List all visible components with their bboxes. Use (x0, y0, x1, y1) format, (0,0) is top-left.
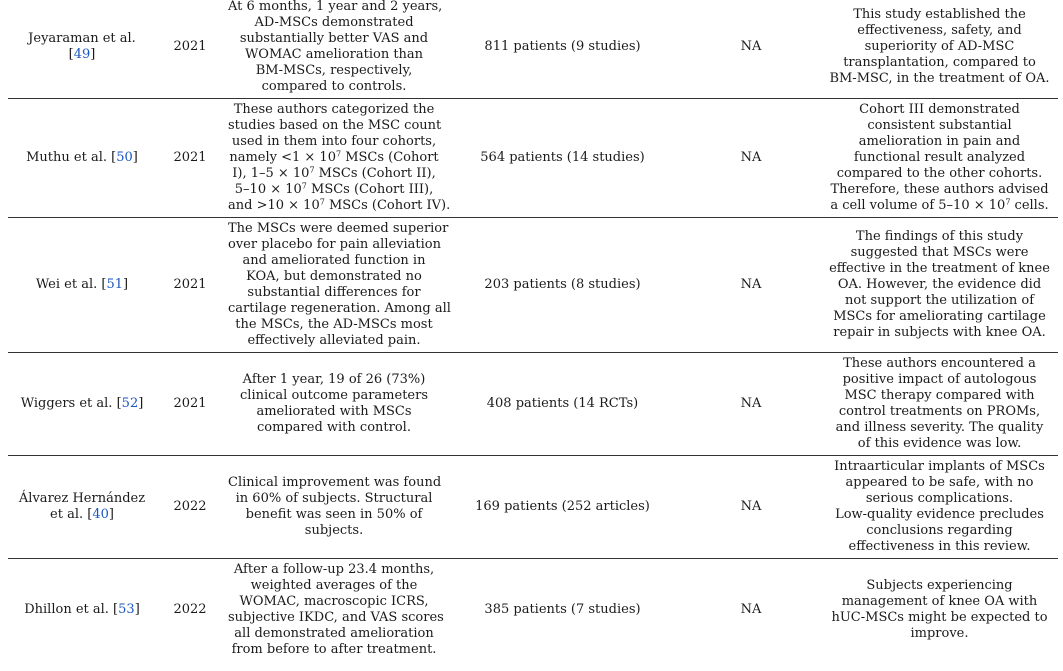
text-line: not support the utilization of (844, 293, 1035, 308)
text-line: effectiveness, safety, and (857, 23, 1022, 38)
text-line: management of knee OA with (841, 594, 1038, 609)
studies-table (8, 0, 1058, 661)
year-cell: 2021 (173, 39, 207, 54)
text-line: compared to controls. (261, 79, 407, 94)
text-line: compared with control. (257, 420, 411, 435)
text-line: Therefore, these authors advised (830, 182, 1049, 197)
other-cell: NA (740, 499, 762, 514)
text-line: compared to the other cohorts. (836, 166, 1043, 181)
text-line: subjective IKDC, and VAS scores (228, 610, 444, 625)
citation-link[interactable]: 52 (121, 396, 139, 411)
text-line: all demonstrated amelioration (234, 626, 434, 641)
text-line: and illness severity. The quality (835, 420, 1044, 435)
text-line: used in them into four cohorts, (231, 134, 437, 149)
text-line: At 6 months, 1 year and 2 years, (228, 0, 443, 14)
year-cell: 2022 (173, 499, 207, 514)
text-line: KOA, but demonstrated no (246, 269, 422, 284)
text-line: superiority of AD-MSC (864, 39, 1015, 54)
findings-cell (224, 559, 444, 662)
text-line: Low-quality evidence precludes (835, 507, 1044, 522)
text-line: from before to after treatment. (231, 642, 437, 657)
conclusion-cell (821, 456, 1058, 559)
text-line: Intraarticular implants of MSCs (834, 459, 1045, 474)
text-line: namely $<1 \times 10^7$ MSCs (Cohort (229, 149, 439, 165)
text-line: This study established the (853, 7, 1026, 22)
text-line: functional result analyzed (853, 150, 1026, 165)
findings-cell (224, 0, 444, 99)
other-cell: NA (740, 277, 762, 292)
text-line: over placebo for pain alleviation (228, 237, 442, 252)
author-cell: Wei et al. [51] (35, 277, 129, 292)
conclusion-cell (821, 353, 1058, 456)
year-cell: 2021 (173, 396, 207, 411)
text-line: effectiveness in this review. (848, 539, 1031, 554)
text-line: The findings of this study (855, 229, 1024, 244)
other-cell: NA (740, 39, 762, 54)
text-line: control treatments on PROMs, (838, 404, 1041, 419)
other-cell: NA (740, 150, 762, 165)
text-line: the MSCs, the AD-MSCs most (235, 317, 433, 332)
text-line: OA. However, the evidence did (837, 277, 1042, 292)
sample-cell: 203 patients (8 studies) (484, 277, 641, 292)
text-line: of this evidence was low. (857, 436, 1022, 451)
sample-cell: 169 patients (252 articles) (475, 499, 650, 514)
text-line: The MSCs were deemed superior (228, 221, 449, 236)
other-cell: NA (740, 396, 762, 411)
year-cell: 2021 (173, 277, 207, 292)
text-line: effective in the treatment of knee (829, 261, 1050, 276)
author-cell: Jeyaraman et al. [49] (28, 31, 136, 62)
text-line: amelioration in pain and (858, 134, 1021, 149)
text-line: These authors encountered a (843, 356, 1036, 371)
citation-link[interactable]: 53 (118, 602, 135, 617)
citation-link[interactable]: 50 (116, 150, 133, 165)
table-row (8, 353, 1058, 456)
author-cell: Muthu et al. [50] (26, 150, 138, 165)
text-line: WOMAC, macroscopic ICRS, (239, 594, 429, 609)
text-line: clinical outcome parameters (240, 388, 428, 403)
table-row (8, 0, 1058, 99)
text-line: ameliorated with MSCs (256, 404, 412, 419)
conclusion-cell (821, 99, 1058, 218)
text-line: cartilage regeneration. Among all (228, 301, 451, 316)
text-line: BM-MSCs, respectively, (255, 63, 413, 78)
sample-cell: 408 patients (14 RCTs) (486, 396, 639, 411)
conclusion-cell (821, 218, 1058, 353)
text-line: consistent substantial (867, 118, 1012, 133)
citation-link[interactable]: 51 (106, 277, 124, 292)
findings-cell (224, 353, 444, 456)
text-line: in 60% of subjects. Structural (235, 491, 433, 506)
text-line: I), $1-5 \times 10^7$ MSCs (Cohort II), (232, 165, 436, 181)
text-line: transplantation, compared to (843, 55, 1036, 70)
text-line: WOMAC amelioration than (244, 47, 424, 62)
text-line: and $>10 \times 10^7$ MSCs (Cohort IV). (228, 197, 451, 213)
text-line: After a follow-up 23.4 months, (233, 562, 435, 577)
table-row (8, 99, 1058, 218)
text-line: studies based on the MSC count (228, 118, 442, 133)
text-line: Subjects experiencing (866, 578, 1013, 593)
text-line: subjects. (304, 523, 364, 538)
text-line: Clinical improvement was found (228, 475, 442, 490)
table-row (8, 456, 1058, 559)
text-line: effectively alleviated pain. (247, 333, 421, 348)
citation-link[interactable]: 40 (92, 507, 109, 522)
text-line: AD-MSCs demonstrated (254, 15, 414, 30)
text-line: substantially better VAS and (239, 31, 429, 46)
text-line: BM-MSC, in the treatment of OA. (829, 71, 1050, 86)
text-line: suggested that MSCs were (850, 245, 1029, 260)
sample-cell: 564 patients (14 studies) (480, 150, 645, 165)
other-cell: NA (740, 602, 762, 617)
text-line: improve. (910, 626, 969, 641)
sample-cell: 385 patients (7 studies) (484, 602, 641, 617)
findings-cell (224, 99, 451, 218)
conclusion-cell (821, 559, 1058, 662)
conclusion-cell (821, 0, 1058, 99)
text-line: $5-10 \times 10^7$ MSCs (Cohort III), (234, 181, 434, 197)
text-line: and ameliorated function in (242, 253, 426, 268)
text-line: serious complications. (865, 491, 1014, 506)
text-line: weighted averages of the (250, 578, 418, 593)
table-row (8, 218, 1058, 353)
findings-cell (224, 456, 444, 559)
text-line: Cohort III demonstrated (859, 102, 1020, 117)
citation-link[interactable]: 49 (73, 47, 91, 62)
author-cell: Dhillon et al. [53] (24, 602, 140, 617)
text-line: benefit was seen in 50% of (245, 507, 423, 522)
text-line: After 1 year, 19 of 26 (73%) (242, 372, 426, 387)
text-line: MSCs for ameliorating cartilage (833, 309, 1046, 324)
text-line: a cell volume of $5-10 \times 10^7$ cells. (830, 197, 1049, 213)
findings-cell (224, 218, 451, 353)
text-line: appeared to be safe, with no (845, 475, 1034, 490)
sample-cell: 811 patients (9 studies) (484, 39, 641, 54)
text-line: MSC therapy compared with (844, 388, 1035, 403)
table-row (8, 559, 1058, 662)
author-cell: Wiggers et al. [52] (20, 396, 144, 411)
text-line: repair in subjects with knee OA. (833, 325, 1046, 340)
text-line: conclusions regarding (866, 523, 1013, 538)
year-cell: 2022 (173, 602, 207, 617)
text-line: hUC-MSCs might be expected to (831, 610, 1048, 625)
text-line: substantial differences for (247, 285, 421, 300)
text-line: positive impact of autologous (842, 372, 1037, 387)
text-line: These authors categorized the (233, 102, 435, 117)
author-cell: Álvarez Hernández et al. [40] (18, 491, 146, 522)
year-cell: 2021 (173, 150, 207, 165)
